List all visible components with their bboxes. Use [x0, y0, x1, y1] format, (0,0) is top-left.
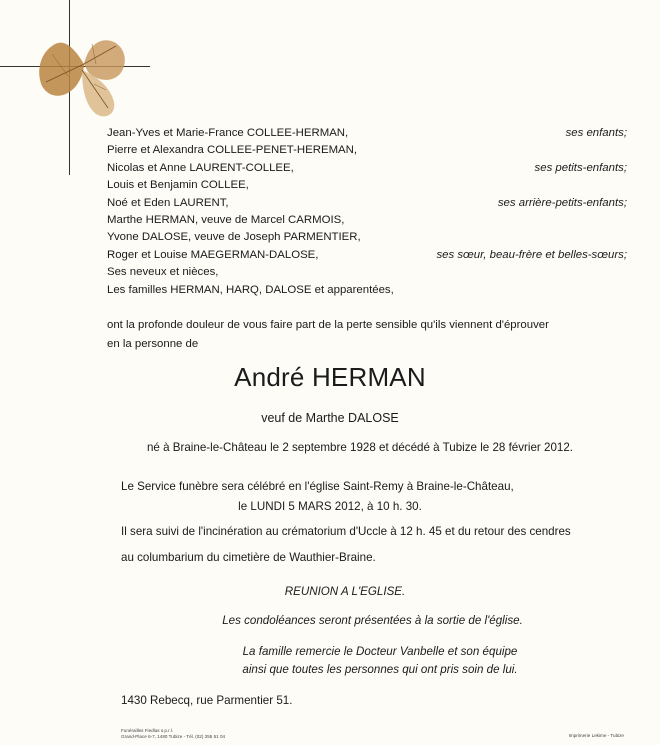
- family-names: Louis et Benjamin COLLEE,: [107, 179, 249, 192]
- birth-death-line: né à Braine-le-Château le 2 septembre 1928 et décédé à Tubize le 28 février 2012.: [146, 441, 574, 454]
- thanks-line: ainsi que toutes les personnes qui ont pris soin de lui.: [242, 663, 518, 676]
- family-row: [107, 282, 627, 299]
- family-names: Marthe HERMAN, veuve de Marcel CARMOIS,: [107, 213, 345, 226]
- family-row: [107, 177, 627, 194]
- cremation-details: [121, 519, 641, 571]
- intro-line: en la personne de: [107, 338, 199, 350]
- printer-imprint: Imprimerie Lekime - Tubize: [568, 733, 624, 738]
- family-row: [107, 125, 627, 142]
- cremation-line: Il sera suivi de l'incinération au crématorium d'Uccle à 12 h. 45 et du retour des cendres: [121, 525, 571, 538]
- thanks-line: La famille remercie le Docteur Vanbelle et son équipe: [242, 645, 518, 658]
- thanks-notice: [0, 643, 660, 679]
- family-names: Les familles HERMAN, HARQ, DALOSE et apparentées,: [107, 283, 394, 296]
- family-names: Pierre et Alexandra COLLEE-PENET-HEREMAN,: [107, 144, 358, 157]
- family-names: Nicolas et Anne LAURENT-COLLEE,: [107, 161, 294, 174]
- family-row: [107, 160, 627, 177]
- deceased-name: André HERMAN: [234, 362, 426, 392]
- family-relation: ses enfants;: [565, 127, 627, 139]
- condolences-notice: Les condoléances seront présentées à la sortie de l'église.: [222, 614, 523, 627]
- family-row: [107, 212, 627, 229]
- family-row: [107, 264, 627, 281]
- family-relation: ses petits-enfants;: [534, 161, 627, 174]
- family-address: 1430 Rebecq, rue Parmentier 51.: [121, 694, 293, 707]
- family-names: Yvone DALOSE, veuve de Joseph PARMENTIER,: [107, 231, 361, 244]
- family-names: Noé et Eden LAURENT,: [107, 196, 229, 209]
- announcement-intro: [107, 316, 627, 354]
- family-names: Roger et Louise MAEGERMAN-DALOSE,: [107, 248, 319, 261]
- family-row: [107, 247, 627, 264]
- family-row: [107, 229, 627, 246]
- funeral-home-imprint: [121, 728, 225, 739]
- imprint-line: Funérailles Fiedlas s.p.r.l.: [121, 728, 174, 733]
- intro-line: ont la profonde douleur de vous faire part de la perte sensible qu'ils viennent d'éprouver: [107, 319, 549, 331]
- family-list: [107, 125, 627, 299]
- funeral-date-line: le LUNDI 5 MARS 2012, à 10 h. 30.: [238, 500, 422, 513]
- family-relation: ses sœur, beau-frère et belles-sœurs;: [436, 248, 627, 261]
- imprint-line: Grand-Place 6-7, 1480 Tubize - Tél. (02) 355 51 04: [121, 733, 226, 739]
- family-relation: ses arrière-petits-enfants;: [497, 196, 627, 209]
- widow-of-line: veuf de Marthe DALOSE: [261, 411, 399, 425]
- dried-leaf-icon: [22, 24, 142, 124]
- family-row: [107, 195, 627, 212]
- reunion-notice: REUNION A L'EGLISE.: [284, 585, 406, 598]
- family-row: [107, 142, 627, 159]
- family-names: Ses neveux et nièces,: [107, 266, 219, 279]
- family-names: Jean-Yves et Marie-France COLLEE-HERMAN,: [107, 127, 349, 139]
- cremation-line: au columbarium du cimetière de Wauthier-Braine.: [121, 551, 376, 564]
- funeral-service-line: Le Service funèbre sera célébré en l'église Saint-Remy à Braine-le-Château,: [121, 480, 514, 493]
